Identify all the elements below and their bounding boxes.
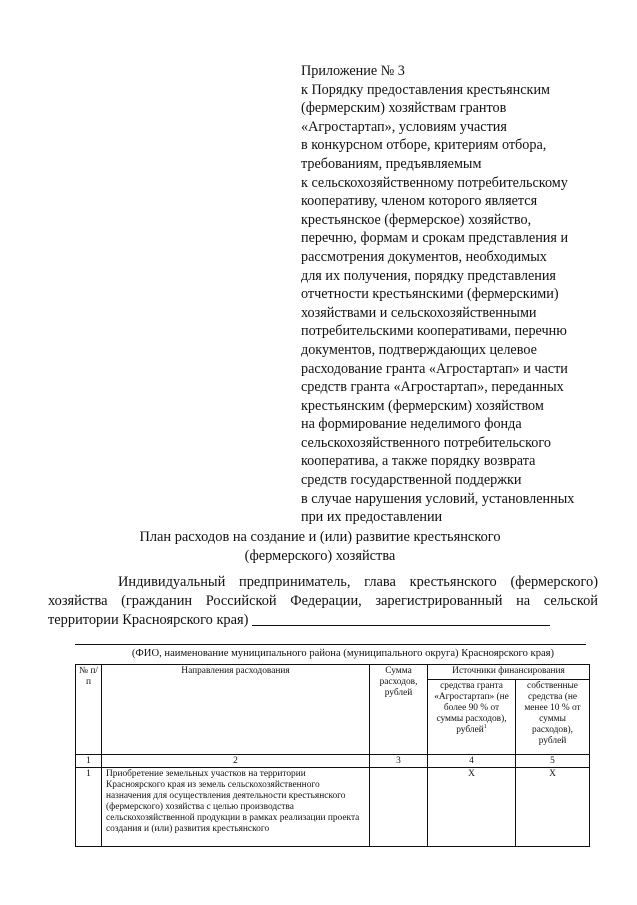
row-own: Х [549, 769, 556, 779]
header-grant [428, 680, 516, 755]
appendix-line: средств государственной поддержки [301, 472, 522, 489]
appendix-line: крестьянским (фермерским) хозяйством [301, 397, 544, 414]
column-number: 3 [370, 755, 428, 768]
appendix-line: в конкурсном отборе, критериям отбора, [301, 137, 547, 154]
appendix-line: при их предоставлении [301, 509, 443, 526]
appendix-line: требованиям, предъявляемым [301, 155, 482, 172]
intro-line: хозяйства (гражданин Российской Федерации, зарегистрированный на сельской [48, 592, 598, 609]
row-sum [370, 768, 428, 847]
appendix-line: Приложение № 3 [301, 63, 405, 79]
row-grant-cell [428, 768, 516, 847]
plan-title-line: План расходов на создание и (или) развитие крестьянского [139, 529, 501, 545]
header-sources: Источники финансирования [428, 665, 590, 680]
fill-in-caption: (ФИО, наименование муниципального района (муниципального округа) Красноярского края) [131, 648, 555, 659]
plan-title [60, 528, 580, 565]
appendix-line: перечню, формам и срокам представления и [301, 230, 569, 247]
header-sum: Сумма расходов, рублей [370, 665, 428, 755]
table-header-row [76, 665, 590, 680]
header-own: собственные средства (не менее 10 % от суммы расходов), рублей [516, 680, 590, 755]
appendix-line: кооператива, а также порядку возврата [301, 453, 536, 470]
appendix-line: отчетности крестьянскими (фермерскими) [301, 286, 559, 303]
column-number: 2 [102, 755, 370, 768]
intro-line: территории Красноярского края) [48, 611, 249, 628]
appendix-line: средств гранта «Агростартап», переданных [301, 379, 564, 396]
appendix-line: для их получения, порядку представления [301, 267, 556, 284]
header-direction: Направления расходования [102, 665, 370, 755]
header-num: № п/п [76, 665, 102, 755]
header-grant-text: средства гранта «Агростартап» (не более 90 % от суммы расходов), рублей [434, 681, 509, 736]
intro-paragraph [48, 573, 598, 629]
column-number: 4 [428, 755, 516, 768]
row-grant: Х [468, 769, 475, 779]
appendix-line: рассмотрения документов, необходимых [301, 248, 547, 265]
intro-line-with-blank [48, 611, 598, 630]
fill-in-blank [252, 625, 550, 626]
appendix-line: (фермерским) хозяйствам грантов [301, 100, 507, 117]
footnote-marker: 1 [483, 724, 487, 731]
appendix-line: документов, подтверждающих целевое [301, 341, 537, 358]
fill-in-rule [75, 644, 586, 645]
appendix-line: «Агростартап», условиям участия [301, 118, 507, 135]
appendix-line: крестьянское (фермерское) хозяйство, [301, 211, 532, 228]
column-number: 1 [76, 755, 102, 768]
column-number-row [76, 755, 590, 768]
appendix-line: к сельскохозяйственному потребительскому [301, 174, 568, 191]
plan-title-line: (фермерского) хозяйства [244, 547, 396, 564]
appendix-line: потребительскими кооперативами, перечню [301, 323, 567, 340]
appendix-line: кооперативу, членом которого является [301, 193, 538, 210]
intro-line: Индивидуальный предприниматель, глава крестьянского (фермерского) [118, 574, 598, 590]
appendix-line: расходование гранта «Агростартап» и части [301, 360, 568, 377]
appendix-line: сельскохозяйственного потребительского [301, 434, 551, 451]
row-num: 1 [76, 768, 102, 847]
row-own-cell [516, 768, 590, 847]
appendix-line: хозяйствами и сельскохозяйственными [301, 304, 537, 321]
appendix-line: на формирование неделимого фонда [301, 416, 522, 433]
appendix-line: к Порядку предоставления крестьянским [301, 81, 551, 98]
table-row [76, 768, 590, 847]
appendix-block [301, 62, 601, 527]
row-direction: Приобретение земельных участков на территории Красноярского края из земель сельскохозяйственного назначения для осуществления деятельности крестьянского (фермерского) хозяйства с целью производства сельскохозяйственной продукции в рамках реализации проекта создания и (или) развития крестьянского [102, 768, 370, 847]
expense-plan-table [75, 664, 590, 847]
column-number: 5 [516, 755, 590, 768]
appendix-line: в случае нарушения условий, установленных [301, 490, 575, 507]
